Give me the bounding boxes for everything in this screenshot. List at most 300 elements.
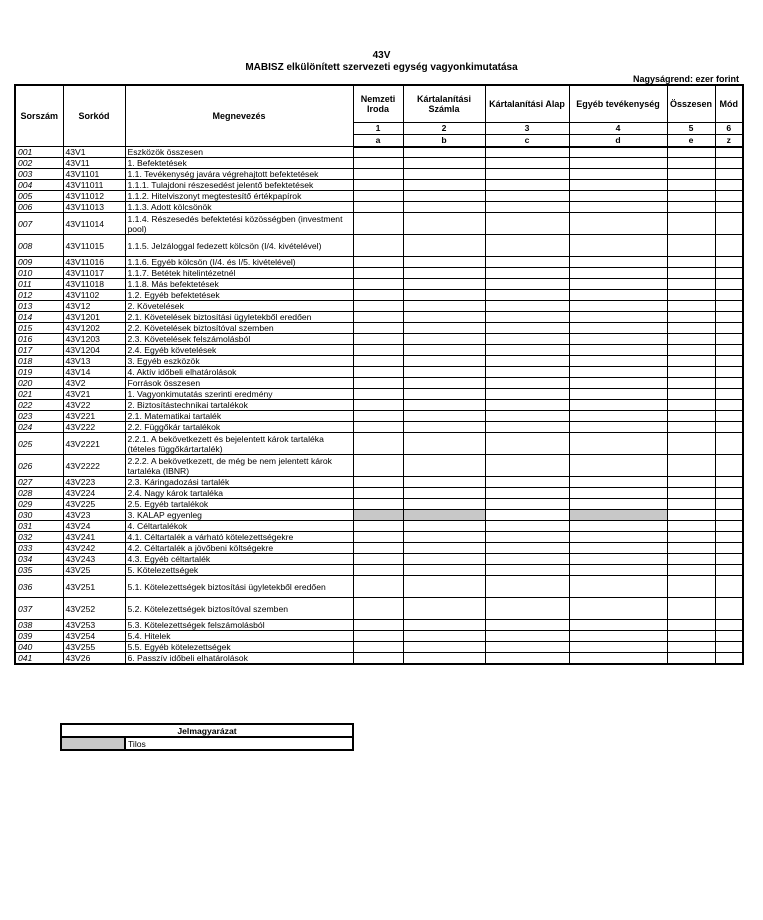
value-cell[interactable] [485, 235, 569, 257]
value-cell[interactable] [667, 345, 715, 356]
value-cell[interactable] [569, 510, 667, 521]
value-cell[interactable] [715, 367, 743, 378]
value-cell[interactable] [485, 367, 569, 378]
value-cell[interactable] [667, 312, 715, 323]
row-code: 43V21 [63, 389, 125, 400]
table-row [15, 367, 743, 378]
value-cell[interactable] [569, 213, 667, 235]
table-row [15, 598, 743, 620]
value-cell[interactable] [569, 191, 667, 202]
value-cell[interactable] [569, 554, 667, 565]
value-cell[interactable] [353, 411, 403, 422]
value-cell[interactable] [667, 598, 715, 620]
value-cell[interactable] [353, 356, 403, 367]
value-cell[interactable] [353, 389, 403, 400]
value-cell[interactable] [353, 653, 403, 665]
value-cell[interactable] [715, 455, 743, 477]
row-label: 5.4. Hitelek [125, 631, 353, 642]
value-cell[interactable] [715, 334, 743, 345]
value-cell[interactable] [715, 411, 743, 422]
value-cell[interactable] [485, 576, 569, 598]
value-cell[interactable] [403, 521, 485, 532]
value-cell[interactable] [485, 169, 569, 180]
value-cell[interactable] [715, 378, 743, 389]
value-cell[interactable] [485, 356, 569, 367]
value-cell[interactable] [353, 554, 403, 565]
value-cell[interactable] [485, 477, 569, 488]
value-cell[interactable] [485, 532, 569, 543]
value-cell[interactable] [485, 389, 569, 400]
row-label: 2.3. Káringadozási tartalék [125, 477, 353, 488]
value-cell[interactable] [715, 191, 743, 202]
value-cell[interactable] [667, 268, 715, 279]
value-cell[interactable] [667, 576, 715, 598]
value-cell[interactable] [715, 433, 743, 455]
value-cell[interactable] [403, 290, 485, 301]
value-cell[interactable] [485, 301, 569, 312]
value-cell[interactable] [715, 422, 743, 433]
value-cell[interactable] [403, 356, 485, 367]
value-cell[interactable] [569, 312, 667, 323]
value-cell[interactable] [667, 620, 715, 631]
value-cell[interactable] [715, 554, 743, 565]
value-cell[interactable] [667, 642, 715, 653]
value-cell[interactable] [569, 389, 667, 400]
row-label: 4. Aktív időbeli elhatárolások [125, 367, 353, 378]
value-cell[interactable] [403, 367, 485, 378]
row-code: 43V11011 [63, 180, 125, 191]
value-cell[interactable] [403, 323, 485, 334]
value-cell[interactable] [353, 235, 403, 257]
value-cell[interactable] [485, 345, 569, 356]
value-cell[interactable] [569, 499, 667, 510]
value-cell[interactable] [715, 257, 743, 268]
row-number: 037 [15, 598, 63, 620]
value-cell[interactable] [353, 499, 403, 510]
value-cell[interactable] [667, 554, 715, 565]
value-cell[interactable] [667, 510, 715, 521]
value-cell[interactable] [569, 543, 667, 554]
row-number: 025 [15, 433, 63, 455]
value-cell[interactable] [667, 235, 715, 257]
col-number: 1 [353, 122, 403, 134]
value-cell[interactable] [353, 422, 403, 433]
value-cell[interactable] [569, 235, 667, 257]
value-cell[interactable] [403, 257, 485, 268]
value-cell[interactable] [485, 631, 569, 642]
value-cell[interactable] [715, 565, 743, 576]
value-cell[interactable] [667, 301, 715, 312]
value-cell[interactable] [667, 323, 715, 334]
value-cell[interactable] [353, 367, 403, 378]
value-cell[interactable] [353, 378, 403, 389]
row-label: 2.2. Követelések biztosítóval szemben [125, 323, 353, 334]
row-label: 6. Passzív időbeli elhatárolások [125, 653, 353, 665]
value-cell[interactable] [353, 631, 403, 642]
row-code: 43V225 [63, 499, 125, 510]
value-cell[interactable] [667, 356, 715, 367]
value-cell[interactable] [667, 389, 715, 400]
value-cell[interactable] [485, 653, 569, 665]
value-cell[interactable] [715, 180, 743, 191]
value-cell[interactable] [667, 499, 715, 510]
value-cell[interactable] [485, 642, 569, 653]
col-number: 3 [485, 122, 569, 134]
value-cell[interactable] [715, 301, 743, 312]
value-cell[interactable] [353, 477, 403, 488]
value-cell[interactable] [403, 312, 485, 323]
value-cell[interactable] [715, 268, 743, 279]
value-cell[interactable] [353, 169, 403, 180]
value-cell[interactable] [403, 543, 485, 554]
value-cell[interactable] [715, 345, 743, 356]
value-cell[interactable] [353, 334, 403, 345]
value-cell[interactable] [569, 158, 667, 169]
value-cell[interactable] [353, 180, 403, 191]
value-cell[interactable] [667, 158, 715, 169]
value-cell[interactable] [403, 213, 485, 235]
value-cell[interactable] [485, 554, 569, 565]
value-cell[interactable] [715, 620, 743, 631]
value-cell[interactable] [485, 521, 569, 532]
value-cell[interactable] [485, 411, 569, 422]
value-cell[interactable] [403, 235, 485, 257]
value-cell[interactable] [667, 565, 715, 576]
value-cell[interactable] [485, 378, 569, 389]
value-cell[interactable] [485, 213, 569, 235]
value-cell[interactable] [715, 631, 743, 642]
value-cell[interactable] [403, 279, 485, 290]
value-cell[interactable] [569, 323, 667, 334]
value-cell[interactable] [403, 510, 485, 521]
value-cell[interactable] [485, 312, 569, 323]
value-cell[interactable] [667, 411, 715, 422]
value-cell[interactable] [569, 642, 667, 653]
value-cell[interactable] [353, 147, 403, 158]
value-cell[interactable] [403, 598, 485, 620]
row-code: 43V223 [63, 477, 125, 488]
value-cell[interactable] [353, 455, 403, 477]
value-cell[interactable] [403, 180, 485, 191]
value-cell[interactable] [403, 411, 485, 422]
value-cell[interactable] [403, 554, 485, 565]
value-cell[interactable] [569, 576, 667, 598]
value-cell[interactable] [715, 290, 743, 301]
value-cell[interactable] [353, 257, 403, 268]
value-cell[interactable] [353, 576, 403, 598]
value-cell[interactable] [715, 147, 743, 158]
value-cell[interactable] [667, 521, 715, 532]
value-cell[interactable] [485, 257, 569, 268]
value-cell[interactable] [667, 290, 715, 301]
table-row [15, 169, 743, 180]
value-cell[interactable] [403, 389, 485, 400]
value-cell[interactable] [485, 543, 569, 554]
value-cell[interactable] [569, 488, 667, 499]
value-cell[interactable] [569, 598, 667, 620]
value-cell[interactable] [403, 268, 485, 279]
row-label: 2.2.2. A bekövetkezett, de még be nem jelentett károk tartaléka (IBNR) [125, 455, 353, 477]
value-cell[interactable] [485, 147, 569, 158]
value-cell[interactable] [569, 521, 667, 532]
value-cell[interactable] [403, 334, 485, 345]
value-cell[interactable] [715, 532, 743, 543]
value-cell[interactable] [569, 631, 667, 642]
row-number: 022 [15, 400, 63, 411]
value-cell[interactable] [485, 510, 569, 521]
value-cell[interactable] [353, 488, 403, 499]
value-cell[interactable] [353, 565, 403, 576]
table-row [15, 543, 743, 554]
value-cell[interactable] [667, 147, 715, 158]
value-cell[interactable] [715, 400, 743, 411]
value-cell[interactable] [667, 653, 715, 665]
value-cell[interactable] [715, 323, 743, 334]
value-cell[interactable] [353, 290, 403, 301]
value-cell[interactable] [485, 565, 569, 576]
col-number: 4 [569, 122, 667, 134]
value-cell[interactable] [569, 345, 667, 356]
value-cell[interactable] [353, 521, 403, 532]
value-cell[interactable] [569, 620, 667, 631]
table-row [15, 499, 743, 510]
value-cell[interactable] [715, 202, 743, 213]
value-cell[interactable] [715, 642, 743, 653]
value-cell[interactable] [353, 598, 403, 620]
row-number: 016 [15, 334, 63, 345]
value-cell[interactable] [403, 653, 485, 665]
value-cell[interactable] [403, 455, 485, 477]
value-cell[interactable] [569, 356, 667, 367]
table-row [15, 334, 743, 345]
value-cell[interactable] [667, 257, 715, 268]
value-cell[interactable] [667, 488, 715, 499]
row-label: 1.1.2. Hitelviszonyt megtestesítő értékpapírok [125, 191, 353, 202]
value-cell[interactable] [715, 488, 743, 499]
value-cell[interactable] [715, 653, 743, 665]
value-cell[interactable] [403, 565, 485, 576]
value-cell[interactable] [403, 378, 485, 389]
value-cell[interactable] [485, 499, 569, 510]
value-cell[interactable] [667, 422, 715, 433]
row-code: 43V254 [63, 631, 125, 642]
value-cell[interactable] [403, 345, 485, 356]
value-cell[interactable] [353, 312, 403, 323]
value-cell[interactable] [485, 158, 569, 169]
value-cell[interactable] [569, 290, 667, 301]
value-cell[interactable] [403, 642, 485, 653]
value-cell[interactable] [667, 378, 715, 389]
value-cell[interactable] [569, 477, 667, 488]
value-cell[interactable] [569, 433, 667, 455]
value-cell[interactable] [485, 279, 569, 290]
col-letter: d [569, 134, 667, 147]
row-label: 1.1.5. Jelzáloggal fedezett kölcsön (I/4. kivételével) [125, 235, 353, 257]
value-cell[interactable] [485, 488, 569, 499]
value-cell[interactable] [715, 312, 743, 323]
value-cell[interactable] [715, 158, 743, 169]
value-cell[interactable] [667, 367, 715, 378]
value-cell[interactable] [715, 279, 743, 290]
col-letter: a [353, 134, 403, 147]
col-header-sorkod: Sorkód [63, 85, 125, 147]
row-number: 017 [15, 345, 63, 356]
value-cell[interactable] [485, 400, 569, 411]
value-cell[interactable] [403, 158, 485, 169]
value-cell[interactable] [667, 334, 715, 345]
row-number: 039 [15, 631, 63, 642]
value-cell[interactable] [403, 433, 485, 455]
value-cell[interactable] [667, 400, 715, 411]
value-cell[interactable] [353, 620, 403, 631]
value-cell[interactable] [667, 169, 715, 180]
row-code: 43V2221 [63, 433, 125, 455]
value-cell[interactable] [667, 202, 715, 213]
value-cell[interactable] [485, 290, 569, 301]
value-cell[interactable] [569, 202, 667, 213]
row-code: 43V11015 [63, 235, 125, 257]
value-cell[interactable] [667, 213, 715, 235]
table-row [15, 433, 743, 455]
value-cell[interactable] [485, 202, 569, 213]
value-cell[interactable] [715, 521, 743, 532]
table-row [15, 642, 743, 653]
value-cell[interactable] [485, 334, 569, 345]
value-cell[interactable] [667, 455, 715, 477]
row-number: 009 [15, 257, 63, 268]
value-cell[interactable] [485, 455, 569, 477]
value-cell[interactable] [485, 191, 569, 202]
value-cell[interactable] [569, 279, 667, 290]
value-cell[interactable] [715, 235, 743, 257]
value-cell[interactable] [403, 147, 485, 158]
table-row [15, 565, 743, 576]
legend-title: Jelmagyarázat [61, 724, 353, 737]
value-cell[interactable] [715, 543, 743, 554]
value-cell[interactable] [403, 422, 485, 433]
value-cell[interactable] [569, 147, 667, 158]
value-cell[interactable] [667, 543, 715, 554]
value-cell[interactable] [569, 169, 667, 180]
row-number: 015 [15, 323, 63, 334]
value-cell[interactable] [485, 323, 569, 334]
value-cell[interactable] [569, 532, 667, 543]
value-cell[interactable] [403, 620, 485, 631]
value-cell[interactable] [569, 257, 667, 268]
value-cell[interactable] [353, 323, 403, 334]
value-cell[interactable] [485, 268, 569, 279]
row-code: 43V1203 [63, 334, 125, 345]
table-row [15, 268, 743, 279]
value-cell[interactable] [353, 345, 403, 356]
table-row [15, 312, 743, 323]
value-cell[interactable] [353, 532, 403, 543]
value-cell[interactable] [403, 169, 485, 180]
table-row [15, 345, 743, 356]
value-cell[interactable] [667, 631, 715, 642]
value-cell[interactable] [403, 499, 485, 510]
value-cell[interactable] [353, 433, 403, 455]
value-cell[interactable] [715, 213, 743, 235]
value-cell[interactable] [403, 631, 485, 642]
value-cell[interactable] [569, 400, 667, 411]
row-number: 023 [15, 411, 63, 422]
value-cell[interactable] [353, 279, 403, 290]
value-cell[interactable] [353, 642, 403, 653]
value-cell[interactable] [403, 202, 485, 213]
value-cell[interactable] [353, 158, 403, 169]
col-letter: b [403, 134, 485, 147]
value-cell[interactable] [715, 356, 743, 367]
value-cell[interactable] [403, 301, 485, 312]
value-cell[interactable] [485, 598, 569, 620]
value-cell[interactable] [667, 279, 715, 290]
row-label: 2.2. Függőkár tartalékok [125, 422, 353, 433]
value-cell[interactable] [715, 477, 743, 488]
value-cell[interactable] [667, 433, 715, 455]
value-cell[interactable] [353, 301, 403, 312]
value-cell[interactable] [353, 268, 403, 279]
value-cell[interactable] [403, 488, 485, 499]
value-cell[interactable] [569, 334, 667, 345]
value-cell[interactable] [569, 455, 667, 477]
value-cell[interactable] [485, 180, 569, 191]
value-cell[interactable] [569, 411, 667, 422]
value-cell[interactable] [569, 422, 667, 433]
value-cell[interactable] [667, 180, 715, 191]
value-cell[interactable] [353, 213, 403, 235]
value-cell[interactable] [485, 620, 569, 631]
value-cell[interactable] [715, 169, 743, 180]
value-cell[interactable] [569, 653, 667, 665]
value-cell[interactable] [715, 598, 743, 620]
value-cell[interactable] [667, 532, 715, 543]
value-cell[interactable] [715, 389, 743, 400]
value-cell[interactable] [569, 565, 667, 576]
value-cell[interactable] [667, 191, 715, 202]
col-header-mod: Mód [715, 85, 743, 122]
value-cell[interactable] [353, 191, 403, 202]
col-header-osszesen: Összesen [667, 85, 715, 122]
value-cell[interactable] [353, 510, 403, 521]
table-row [15, 521, 743, 532]
value-cell[interactable] [715, 499, 743, 510]
value-cell[interactable] [403, 191, 485, 202]
value-cell[interactable] [353, 400, 403, 411]
value-cell[interactable] [403, 400, 485, 411]
value-cell[interactable] [569, 301, 667, 312]
value-cell[interactable] [485, 422, 569, 433]
value-cell[interactable] [715, 576, 743, 598]
value-cell[interactable] [485, 433, 569, 455]
value-cell[interactable] [569, 268, 667, 279]
value-cell[interactable] [667, 477, 715, 488]
value-cell[interactable] [403, 477, 485, 488]
value-cell[interactable] [353, 543, 403, 554]
value-cell[interactable] [353, 202, 403, 213]
row-code: 43V1 [63, 147, 125, 158]
row-label: 5.3. Kötelezettségek felszámolásból [125, 620, 353, 631]
table-body [15, 147, 743, 665]
table-row [15, 290, 743, 301]
value-cell[interactable] [715, 510, 743, 521]
row-code: 43V11017 [63, 268, 125, 279]
value-cell[interactable] [569, 367, 667, 378]
value-cell[interactable] [569, 378, 667, 389]
value-cell[interactable] [403, 576, 485, 598]
value-cell[interactable] [403, 532, 485, 543]
value-cell[interactable] [569, 180, 667, 191]
